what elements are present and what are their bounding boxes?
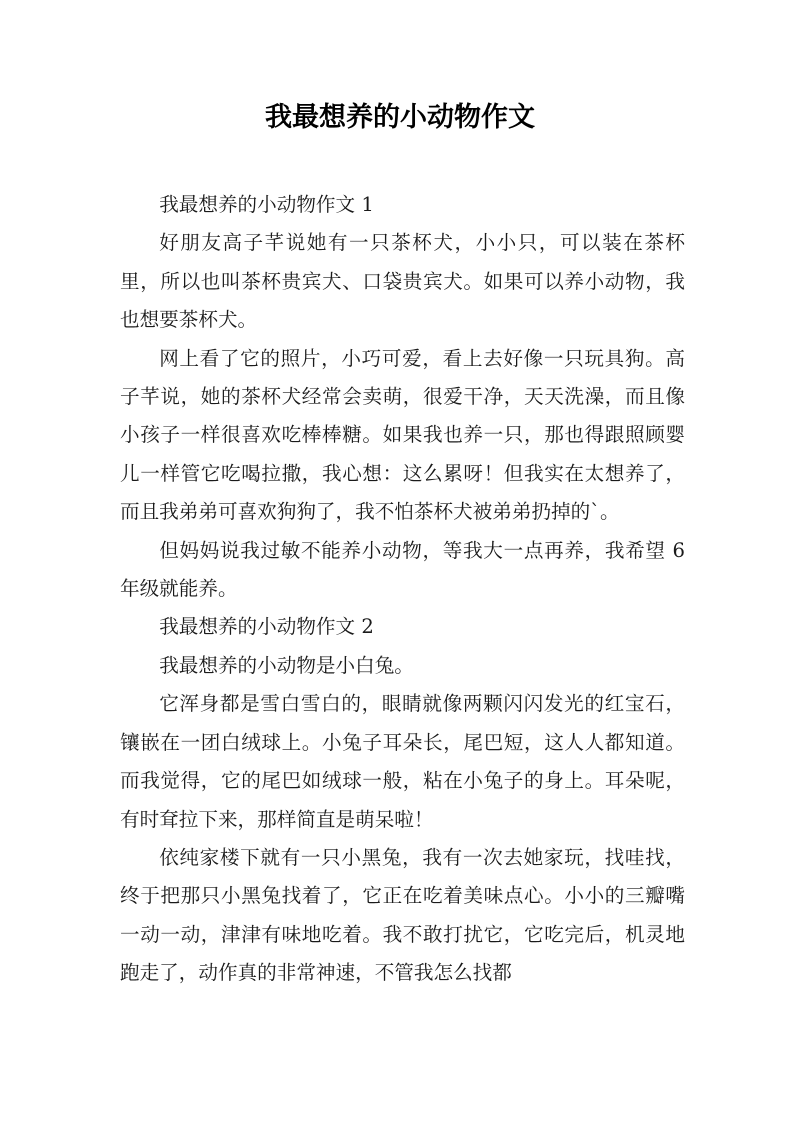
paragraph: 但妈妈说我过敏不能养小动物，等我大一点再养，我希望 6 年级就能养。 [120,538,685,601]
paragraph: 好朋友高子芊说她有一只茶杯犬，小小只，可以装在茶杯里，所以也叫茶杯贵宾犬、口袋贵宾犬。如果可以养小动物，我也想要茶杯犬。 [120,231,685,332]
section-heading-1: 我最想养的小动物作文 1 [159,193,374,216]
document-title: 我最想养的小动物作文 [265,102,535,133]
section-heading-2: 我最想养的小动物作文 2 [159,615,374,639]
paragraph: 依纯家楼下就有一只小黑兔，我有一次去她家玩，找哇找，终于把那只小黑兔找着了，它正在吃着美味点心。小小的三瓣嘴一动一动，津津有味地吃着。我不敢打扰它，它吃完后，机灵地跑走了，动作真的非常神速，不管我怎么找都 [120,845,685,985]
paragraph: 它浑身都是雪白雪白的，眼睛就像两颗闪闪发光的红宝石，镶嵌在一团白绒球上。小兔子耳朵长，尾巴短，这人人都知道。而我觉得，它的尾巴如绒球一般，粘在小兔子的身上。耳朵呢，有时耷拉下来，那样简直是萌呆啦！ [120,692,685,831]
document-body [120,186,685,993]
paragraph: 网上看了它的照片，小巧可爱，看上去好像一只玩具狗。高子芊说，她的茶杯犬经常会卖萌，很爱干净，天天洗澡，而且像小孩子一样很喜欢吃棒棒糖。如果我也养一只，那也得跟照顾婴儿一样管它吃喝拉撒，我心想：这么累呀！但我实在太想养了，而且我弟弟可喜欢狗狗了，我不怕茶杯犬被弟弟扔掉的`。 [120,346,685,524]
paragraph: 我最想养的小动物是小白兔。 [159,653,414,677]
